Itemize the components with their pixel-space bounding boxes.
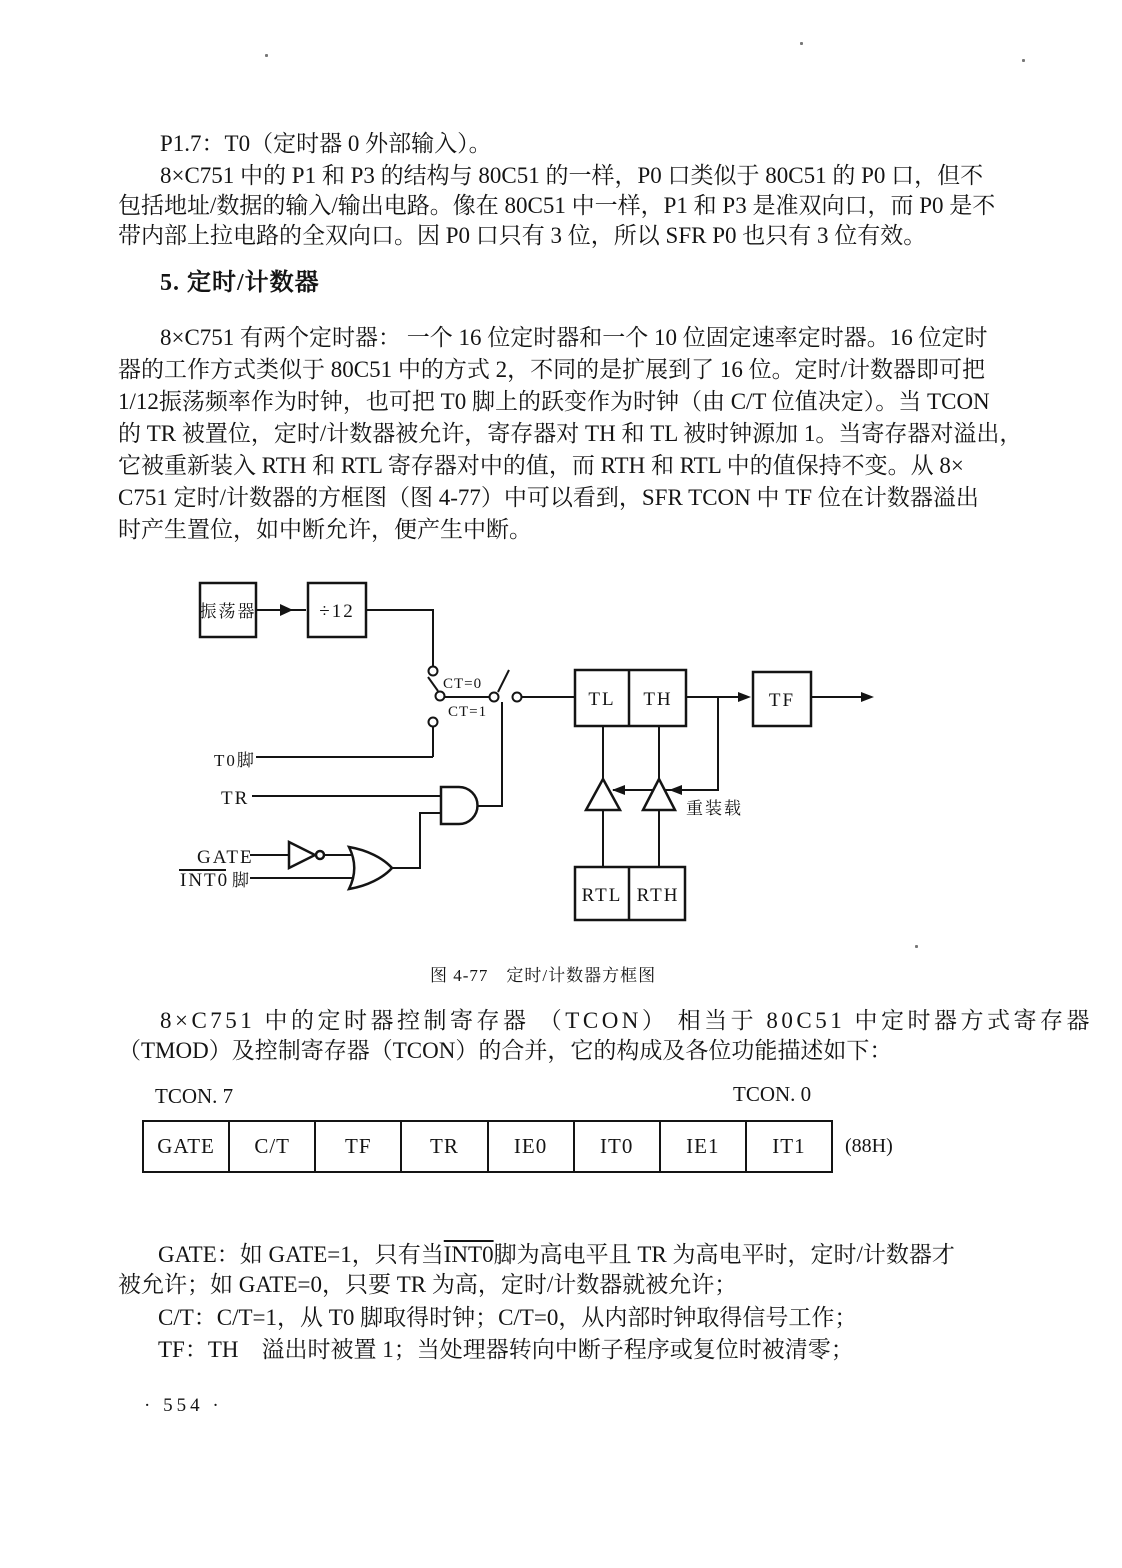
body-line: 包括地址/数据的输入/输出电路。像在 80C51 中一样，P1 和 P3 是准双向口，而 P0 是不 <box>118 193 996 218</box>
bit-desc-ct: C/T：C/T=1，从 T0 脚取得时钟；C/T=0，从内部时钟取得信号工作； <box>158 1305 858 1330</box>
tcon-bit-cell-gate: GATE <box>144 1122 230 1171</box>
th-label: TH <box>643 689 673 710</box>
bit-desc-gate-line2: 被允许；如 GATE=0，只要 TR 为高，定时/计数器就被允许； <box>118 1272 738 1297</box>
body-line: 8×C751 中的 P1 和 P3 的结构与 80C51 的一样，P0 口类似于 80C51 的 P0 口，但不 <box>160 163 984 188</box>
body-line: 器的工作方式类似于 80C51 中的方式 2，不同的是扩展到了 16 位。定时/计数器即可把 <box>118 357 985 382</box>
tf-label: TF <box>768 690 796 711</box>
text-part: 脚为高电平且 TR 为高电平时，定时/计数器才 <box>493 1242 955 1267</box>
int0-pin-label: INT0 <box>180 870 230 891</box>
timer-counter-block-diagram <box>0 560 1122 960</box>
rtl-label: RTL <box>581 885 623 906</box>
reload-buffer-low <box>586 779 620 810</box>
inverter-bubble <box>316 851 324 859</box>
rth-label: RTH <box>636 885 680 906</box>
body-line: （TMOD）及控制寄存器（TCON）的合并，它的构成及各位功能描述如下： <box>118 1038 893 1063</box>
bit-desc-gate-line1 <box>158 1242 955 1268</box>
body-line: 带内部上拉电路的全双向口。因 P0 口只有 3 位，所以 SFR P0 也只有 3 位有效。 <box>118 223 927 248</box>
int0-pin-suffix: 脚 <box>232 871 251 890</box>
arrowhead-left <box>612 785 625 795</box>
scan-speck <box>265 54 268 57</box>
divide-by-12-label: ÷12 <box>319 601 355 622</box>
reload-buffer-high <box>643 779 675 810</box>
tcon-bit-cell-ct: C/T <box>230 1122 316 1171</box>
scan-speck <box>800 42 803 45</box>
gate-label: GATE <box>197 847 254 868</box>
tcon-bit-cell-it1: IT1 <box>772 1134 806 1158</box>
arrowhead-left <box>669 785 682 795</box>
tcon-bit0-label: TCON. 0 <box>733 1082 812 1106</box>
ct0-label: CT=0 <box>443 676 483 692</box>
arrowhead-right <box>280 604 293 616</box>
body-line: C751 定时/计数器的方框图（图 4-77）中可以看到，SFR TCON 中 TF 位在计数器溢出 <box>118 485 979 510</box>
tcon-address: (88H) <box>845 1135 893 1157</box>
or-gate <box>349 847 392 889</box>
arrowhead-right <box>861 692 874 702</box>
body-line: 8×C751 有两个定时器： 一个 16 位定时器和一个 10 位固定速率定时器。16 位定时 <box>160 325 988 350</box>
tl-label: TL <box>588 689 616 710</box>
and-gate <box>441 787 478 824</box>
bit-desc-tf: TF：TH 溢出时被置 1；当处理器转向中断子程序或复位时被清零； <box>158 1337 854 1362</box>
t0-pin-label: T0脚 <box>214 751 256 770</box>
tcon-bit-cell-tr: TR <box>402 1122 488 1171</box>
oscillator-label: 振荡器 <box>199 602 257 621</box>
body-line: 的 TR 被置位，定时/计数器被允许，寄存器对 TH 和 TL 被时钟源加 1。当寄存器对溢出， <box>118 421 1023 446</box>
body-line: 1/12振荡频率作为时钟，也可把 T0 脚上的跃变作为时钟（由 C/T 位值决定）。当 TCON <box>118 389 990 414</box>
reload-label: 重装载 <box>686 799 743 818</box>
figure-caption: 图 4-77 定时/计数器方框图 <box>430 966 657 985</box>
tcon-bit-cell-it0: IT0 <box>575 1122 661 1171</box>
diagram-wires <box>179 610 861 878</box>
page-number: · 554 · <box>144 1395 223 1416</box>
body-line: 8×C751 中的定时器控制寄存器 （TCON） 相当于 80C51 中定时器方式寄存器 <box>160 1008 1094 1033</box>
text-part: GATE：如 GATE=1，只有当 <box>158 1242 444 1267</box>
body-line: P1.7：T0（定时器 0 外部输入）。 <box>160 131 492 156</box>
scan-speck <box>915 945 918 948</box>
tcon-bit-cell-tf: TF <box>316 1122 402 1171</box>
inverter-gate <box>289 842 315 868</box>
arrowhead-right <box>738 692 751 702</box>
body-line: 时产生置位，如中断允许，便产生中断。 <box>118 517 532 542</box>
scan-speck <box>1022 59 1025 62</box>
tr-label: TR <box>221 788 250 809</box>
section-heading: 5. 定时/计数器 <box>160 270 320 296</box>
ct1-label: CT=1 <box>448 704 488 720</box>
int0-overlined-text: INT0 <box>443 1242 494 1267</box>
tcon-bit-cell-ie0: IE0 <box>489 1122 575 1171</box>
tcon-bit7-label: TCON. 7 <box>155 1084 234 1108</box>
body-line: 它被重新装入 RTH 和 RTL 寄存器对中的值，而 RTH 和 RTL 中的值保持不变。从 8× <box>118 453 964 478</box>
tcon-bit-cell-ie1: IE1 <box>661 1122 747 1171</box>
tcon-register-table <box>142 1120 833 1173</box>
